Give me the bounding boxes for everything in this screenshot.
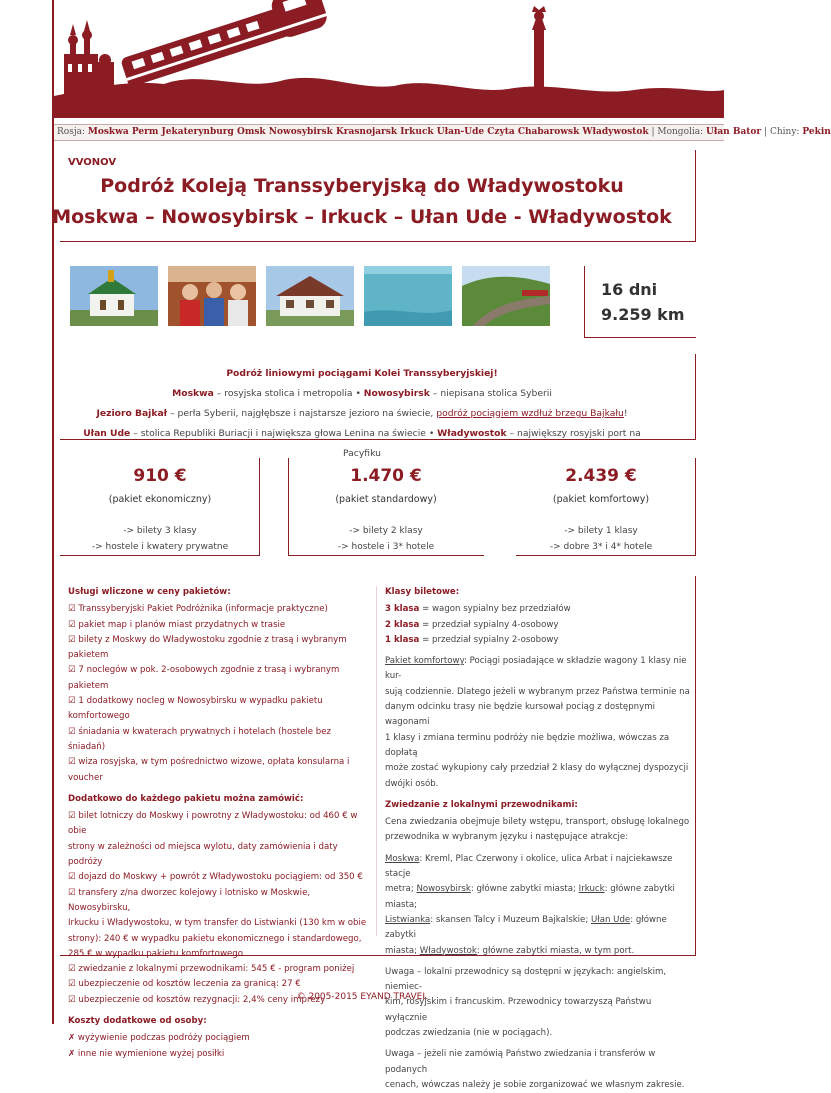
class-1-label: 1 klasa [385,634,420,645]
intro-text-span: – stolica Republiki Buriacji i największa głowa Lenina na świecie • [130,428,438,439]
baikal-link[interactable]: podróż pociągiem wzdłuż brzegu Bajkału [436,408,624,419]
included-item: ☑ bilety z Moskwy do Władywostoku zgodnie z trasą i wybranym pakietem [68,634,347,661]
package-feature: -> bilety 3 klasy [123,526,197,536]
city-label: Nowosybirsk [416,884,471,895]
comfort-note: sują codziennie. Dlatego jeżeli w wybranym przez Państwa terminie na [385,686,690,697]
comfort-package-label: Pakiet komfortowy [385,656,465,667]
city-attractions: : główne zabytki [385,914,667,941]
included-item: ☑ pakiet map i planów miast przydatnych w trasie [68,619,286,630]
package-economy [70,466,250,555]
additional-item: ☑ zwiedzanie z lokalnymi przewodnikami: 545 € - program poniżej [68,964,355,975]
separator: | [764,127,768,137]
price-amount: 910 € [133,466,187,486]
included-item: ☑ 1 dodatkowy nocleg w Nowosybirsku w wypadku pakietu komfortowego [68,696,323,722]
header-banner [54,0,724,124]
additional-item: strony): 240 € w wypadku pakietu ekonomicznego i standardowego, [68,933,362,944]
photo-lake-baikal [364,266,452,326]
guides-note: cenach, wówczas należy je sobie zorganizować we własnym zakresie. [385,1079,685,1090]
rosja-label: Rosja: [57,127,86,137]
guides-text: Cena zwiedzania obejmuje bilety wstępu, transport, obsługę lokalnego [385,817,690,828]
extra-costs-header: Koszty dodatkowe od osoby: [68,1016,207,1027]
separator: | [651,127,655,137]
page-title: Podróż Koleją Transsyberyjską do Władywostoku [100,175,624,197]
comfort-note: może zostać wykupiony cały przedział 2 klasy do wyłącznej dyspozycji [385,763,689,774]
comfort-note: : Pociągi posiadające w składzie wagony 1 klasy nie kur- [385,656,687,682]
additional-item: 285 € w wypadku pakietu komfortowego [68,948,243,959]
city-attractions: : główne zabytki miasta; [385,884,675,910]
included-services-column [68,585,368,1062]
package-feature: -> bilety 2 klasy [349,526,423,536]
ticket-and-guides-column [385,585,690,1093]
included-item: ☑ śniadania w kwaterach prywatnych i hotelach (hostele bez śniadań) [68,726,332,752]
intro-text-span: – perła Syberii, najgłębsze i najstarsze jezioro na świecie, [167,408,437,419]
comfort-note: dwójki osób. [385,778,439,789]
photo-travelers [168,266,256,326]
package-name: (pakiet ekonomiczny) [108,494,212,505]
additional-item: strony w zależności od miejsca wylotu, daty zamówienia i daty podróży [68,841,338,868]
chiny-label: Chiny: [769,127,800,137]
price-amount: 1.470 € [350,466,422,486]
additional-item: ☑ transfery z/na dworzec kolejowy i lotnisko w Moskwie, Nowosybirsku, [68,887,311,913]
price-amount: 2.439 € [565,466,637,486]
photo-wooden-house [266,266,354,326]
city-attractions: : Kreml, Plac Czerwony i okolice, ulica Arbat i najciekawsze stacje [385,853,673,880]
route-subtitle: Moskwa – Nowosybirsk – Irkuck – Ułan Ude - Władywostok [52,206,672,228]
city-label: Irkuck [578,884,605,895]
additional-item: ☑ bilet lotniczy do Moskwy i powrotny z Władywostoku: od 460 € w obie [68,811,358,837]
included-header: Usługi wliczone w ceny pakietów: [68,587,231,597]
extra-cost-item: ✗ inne nie wymienione wyżej posiłki [68,1048,225,1059]
guides-note: Uwaga – lokalni przewodnicy są dostępni w językach: angielskim, niemiec- [385,966,667,993]
guides-note: podczas zwiedzania (nie w pociągach). [385,1028,553,1039]
guides-note: Uwaga – jeżeli nie zamówią Państwo zwiedzania i transferów w podanych [385,1049,656,1075]
included-item: ☑ Transsyberyjski Pakiet Podróżnika (informacje praktyczne) [68,604,328,615]
intro-text-span: ! [623,408,628,419]
brand-name: VVONOV [68,157,117,168]
train-landscape-illustration [54,0,724,124]
package-feature: -> bilety 1 klasy [564,526,638,536]
title-frame [60,150,696,242]
rosja-cities: Moskwa Perm Jekaterynburg Omsk Nowosybirsk Krasnojarsk Irkuck Ułan-Ude Czyta Chabarowsk Władywostok [87,127,649,137]
package-feature: -> dobre 3* i 4* hotele [549,542,653,552]
extra-cost-item: ✗ wyżywienie podczas podróży pociągiem [68,1033,250,1044]
guides-header: Zwiedzanie z lokalnymi przewodnikami: [385,799,578,810]
trip-duration: 16 dni [601,280,658,299]
included-item: ☑ wiza rosyjska, w tym pośrednictwo wizowe, opłata konsularna i voucher [68,757,350,783]
guides-note: kim, rosyjskim i francuskim. Przewodnicy towarzyszą Państwu wyłącznie [385,997,652,1023]
class-2-desc: = przedział sypialny 4-osobowy [419,619,559,630]
route-bar [54,124,831,141]
mongolia-cities: Ułan Bator [706,127,762,137]
additional-item: ☑ ubezpieczenie od kosztów leczenia za granicą: 27 € [68,979,301,990]
left-rule [52,0,54,1024]
city-attractions: metra; [385,884,417,895]
city-attractions: : skansen Talcy i Muzeum Bajkalskie; [430,914,591,925]
intro-headline: Podróż liniowymi pociągami Kolei Transsyberyjskiej! [226,368,498,379]
additional-item: Irkucku i Władywostoku, w tym transfer do Listwianki (130 km w obie [68,918,367,929]
class-2-label: 2 klasa [385,619,420,630]
comfort-note: 1 klasy i zmiana terminu podróży nie będzie możliwa, wówczas za dopłatą [385,732,670,758]
trip-distance: 9.259 km [601,305,685,324]
column-divider [376,586,377,936]
additional-header: Dodatkowo do każdego pakietu można zamówić: [68,793,304,804]
city-ulan-ude: Ułan Ude [83,428,131,439]
city-label: Władywostok [419,945,477,956]
intro-text [68,364,656,464]
additional-item: ☑ ubezpieczenie od kosztów rezygnacji: 2,4% ceny imprezy [68,994,326,1005]
city-label: Ułan Ude [590,914,631,925]
footer-copyright: © 2005-2015 EYAND TRAVEL [296,992,428,1002]
city-label: Moskwa [385,853,420,864]
city-moskwa: Moskwa [172,388,214,399]
guides-text: przewodnika w wybranym języku i następujące atrakcje: [385,832,629,843]
class-3-desc: = wagon sypialny bez przedziałów [419,604,571,615]
lake-baikal: Jezioro Bajkał [96,408,168,419]
package-standard [288,466,484,555]
package-feature: -> hostele i kwatery prywatne [91,542,229,552]
class-1-desc: = przedział sypialny 2-osobowy [419,634,559,645]
photo-church [70,266,158,326]
package-name: (pakiet komfortowy) [552,494,650,505]
ticket-classes-header: Klasy biletowe: [385,587,460,597]
package-name: (pakiet standardowy) [335,494,437,505]
chiny-cities: Pekin [802,127,831,137]
trip-stats [601,280,685,330]
city-label: Listwianka [385,914,431,925]
city-wladywostok: Władywostok [437,428,507,439]
package-feature: -> hostele i 3* hotele [337,542,435,552]
intro-text-span: – największy rosyjski port na Pacyfiku [343,428,641,459]
additional-item: ☑ dojazd do Moskwy + powrót z Władywostoku pociągiem: od 350 € [68,872,363,883]
city-attractions: miasta; [385,945,420,956]
mongolia-label: Mongolia: [657,127,704,137]
class-3-label: 3 klasa [385,604,420,615]
city-nowosybirsk: Nowosybirsk [363,388,430,399]
package-comfort [516,466,686,555]
comfort-note: danym odcinku trasy nie będzie kursował pociąg z dostępnymi wagonami [385,702,655,728]
city-attractions: : główne zabytki miasta, w tym port. [476,945,635,956]
photo-railway [462,266,550,326]
intro-text-span: – rosyjska stolica i metropolia • [213,388,364,399]
included-item: ☑ 7 noclegów w pok. 2-osobowych zgodnie z trasą i wybranym pakietem [68,665,340,691]
city-attractions: : główne zabytki miasta; [470,884,579,895]
intro-text-span: – niepisana stolica Syberii [429,388,552,399]
